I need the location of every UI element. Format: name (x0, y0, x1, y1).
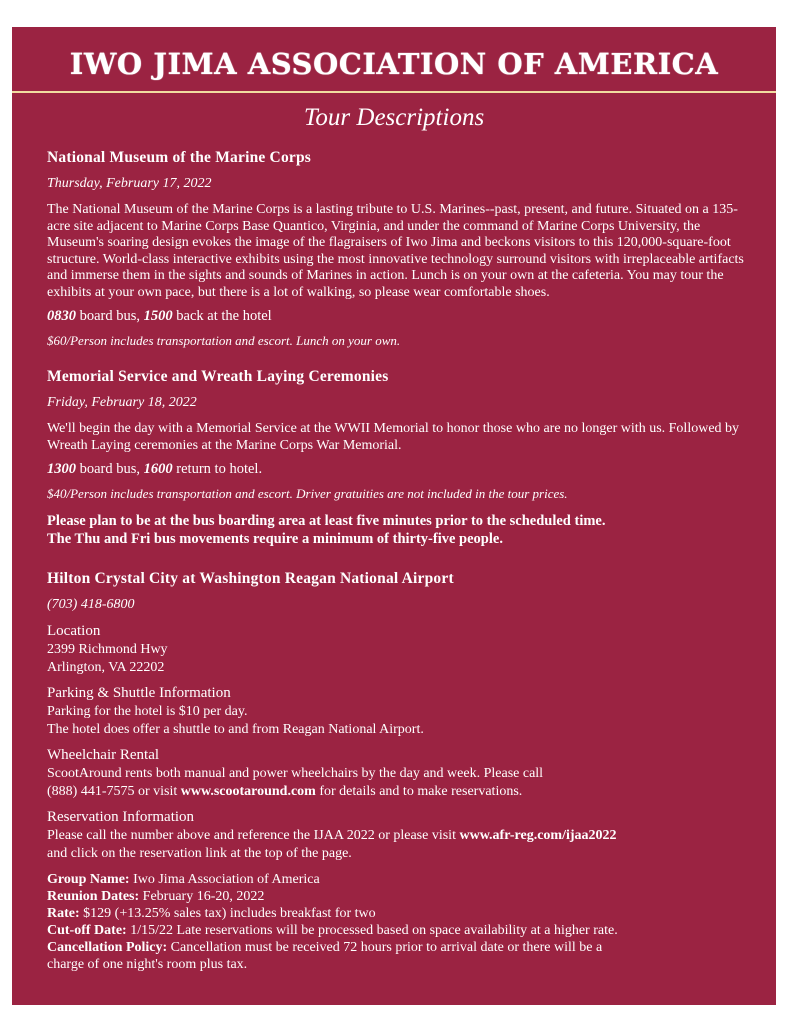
cancellation-key: Cancellation Policy: (47, 940, 168, 955)
flyer-panel (12, 27, 776, 1005)
tour2-description: We'll begin the day with a Memorial Service at the WWII Memorial to honor those who are no longer with us. Followed by Wreath Laying ceremonies at the Marine Corps War Memorial. (47, 421, 740, 453)
rate-row (47, 905, 747, 922)
bus-notice-line1: Please plan to be at the bus boarding area at least five minutes prior to the scheduled time. (47, 513, 606, 529)
tour2-price: $40/Person includes transportation and escort. Driver gratuities are not included in the tour prices. (47, 486, 568, 501)
tour1-title: National Museum of the Marine Corps (47, 149, 312, 166)
tour2-schedule (47, 460, 747, 478)
reunion-dates-key: Reunion Dates: (47, 889, 140, 904)
tour1-return-text: back at the hotel (172, 308, 272, 324)
reunion-dates-value: February 16-20, 2022 (139, 889, 265, 904)
cutoff-value: 1/15/22 Late reservations will be processed based on space availability at a higher rate. (126, 923, 618, 938)
tour1-date: Thursday, February 17, 2022 (47, 176, 212, 191)
page-subtitle: Tour Descriptions (303, 104, 485, 131)
tour1-return-time: 1500 (143, 308, 173, 324)
reservation-label: Reservation Information (47, 809, 195, 825)
address-line2: Arlington, VA 22202 (47, 659, 165, 675)
tour2-return-text: return to hotel. (172, 461, 263, 477)
page-title: IWO JIMA ASSOCIATION OF AMERICA (69, 47, 719, 81)
group-name-row (47, 871, 747, 888)
parking-line2: The hotel does offer a shuttle to and from Reagan National Airport. (47, 721, 424, 737)
group-name-value: Iwo Jima Association of America (129, 872, 320, 887)
tour2-depart-text: board bus, (76, 461, 144, 477)
reservation-line2: and click on the reservation link at the top of the page. (47, 845, 352, 861)
parking-label: Parking & Shuttle Information (47, 685, 231, 701)
hotel-title: Hilton Crystal City at Washington Reagan National Airport (47, 570, 454, 587)
wheelchair-line2 (47, 783, 747, 801)
reunion-dates-row (47, 888, 747, 905)
reservation-link[interactable]: www.afr-reg.com/ijaa2022 (459, 828, 617, 843)
cancellation-row2: charge of one night's room plus tax. (47, 957, 248, 972)
reservation-line1 (47, 827, 747, 845)
title-divider (12, 91, 776, 93)
hotel-phone: (703) 418-6800 (47, 597, 135, 612)
reservation-text: Please call the number above and reference the IJAA 2022 or please visit (47, 828, 460, 843)
booking-details (47, 871, 747, 973)
tour1-price: $60/Person includes transportation and escort. Lunch on your own. (47, 333, 401, 348)
wheelchair-phone-text: (888) 441-7575 or visit (47, 783, 181, 799)
tour1-depart-text: board bus, (76, 308, 144, 324)
bus-notice-line2: The Thu and Fri bus movements require a minimum of thirty-five people. (47, 531, 503, 547)
group-name-key: Group Name: (47, 872, 130, 887)
content (47, 148, 747, 973)
cancellation-value: Cancellation must be received 72 hours prior to arrival date or there will be a (167, 940, 603, 955)
address-line1: 2399 Richmond Hwy (47, 642, 168, 657)
tour1-schedule (47, 307, 747, 325)
wheelchair-label: Wheelchair Rental (47, 747, 160, 763)
tour2-date: Friday, February 18, 2022 (47, 395, 197, 410)
rate-value: $129 (+13.25% sales tax) includes breakfast for two (79, 906, 376, 921)
wheelchair-line1: ScootAround rents both manual and power wheelchairs by the day and week. Please call (47, 766, 544, 781)
tour1-description: The National Museum of the Marine Corps is a lasting tribute to U.S. Marines--past, present, and future. Situated on a 135-acre site adjacent to Marine Corps Base Quantico, Virginia, and under the command of Marine Corps University, the Museum's soaring design evokes the image of the flagraisers of Iwo Jima and beckons visitors to this 120,000-square-foot structure. World-class interactive exhibits using the most innovative technology surround visitors with irreplaceable artifacts and immerse them in the sights and sounds of Marines in action. Lunch is on your own at the cafeteria. You may tour the exhibits at your own pace, but there is a lot of walking, so please wear comfortable shoes. (47, 202, 744, 300)
parking-line1: Parking for the hotel is $10 per day. (47, 704, 248, 719)
cutoff-row (47, 922, 747, 939)
cutoff-key: Cut-off Date: (47, 923, 127, 938)
scootaround-link[interactable]: www.scootaround.com (180, 783, 316, 799)
tour1-depart-time: 0830 (47, 308, 76, 324)
tour2-depart-time: 1300 (47, 461, 76, 477)
tour2-title: Memorial Service and Wreath Laying Ceremonies (47, 368, 389, 385)
rate-key: Rate: (47, 906, 80, 921)
location-label: Location (47, 623, 101, 639)
tour2-return-time: 1600 (143, 461, 173, 477)
wheelchair-line2-end: for details and to make reservations. (315, 783, 523, 799)
cancellation-row (47, 939, 747, 956)
